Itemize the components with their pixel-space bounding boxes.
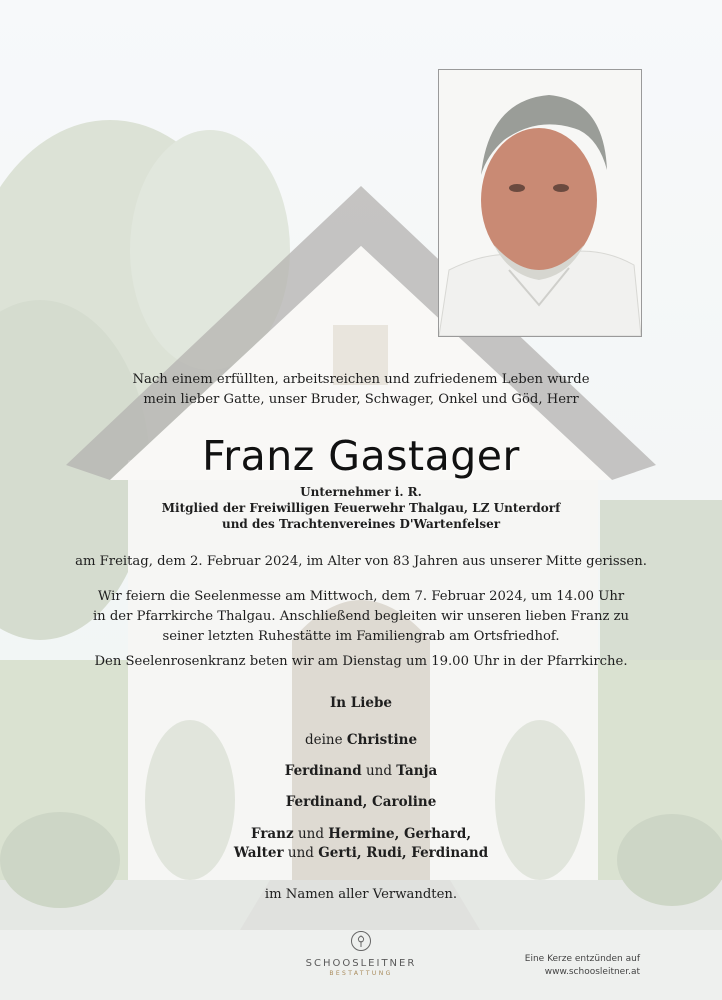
portrait-photo — [438, 69, 642, 337]
rose-icon — [350, 930, 372, 952]
sibling-line — [0, 844, 722, 863]
sibling-name: Franz — [250, 826, 294, 842]
intro-line: Nach einem erfüllten, arbeitsreichen und zufriedenem Leben wurde — [132, 372, 590, 387]
funeral-home-logo — [300, 930, 422, 977]
rosary-line: Den Seelenrosenkranz beten wir am Dienstag um 19.00 Uhr in der Pfarrkirche. — [94, 654, 628, 669]
sibling-partner-name: Hermine, Gerhard, — [328, 826, 472, 842]
child-partner-name: Tanja — [396, 763, 438, 779]
conjunction: und — [297, 826, 324, 842]
role-line: und des Trachtenvereines D'Wartenfelser — [221, 517, 501, 531]
sibling-partner-name: Gerti, Rudi, Ferdinand — [318, 845, 489, 861]
brand-name: SCHOOSLEITNER — [305, 958, 417, 969]
role-line: Unternehmer i. R. — [300, 485, 422, 499]
portrait-illustration — [439, 70, 641, 336]
mass-line: in der Pfarrkirche Thalgau. Anschließend begleiten wir unseren lieben Franz zu — [92, 609, 630, 624]
mourner-grandchildren: Ferdinand, Caroline — [285, 794, 437, 810]
mourners-heading: In Liebe — [329, 695, 393, 711]
intro-line: mein lieber Gatte, unser Bruder, Schwager, Onkel und Göd, Herr — [143, 392, 579, 407]
wife-name: Christine — [346, 732, 418, 748]
candle-link-block[interactable] — [525, 953, 640, 979]
intro-text — [0, 370, 722, 410]
closing-line: im Namen aller Verwandten. — [264, 887, 458, 902]
sibling-name: Walter — [233, 845, 284, 861]
candle-text: Eine Kerze entzünden auf — [524, 954, 640, 964]
child-name: Ferdinand — [284, 763, 362, 779]
mass-line: seiner letzten Ruhestätte im Familiengrab am Ortsfriedhof. — [162, 629, 560, 644]
mourner-siblings — [0, 825, 722, 863]
sibling-line — [0, 825, 722, 844]
death-line: am Freitag, dem 2. Februar 2024, im Alter von 83 Jahren aus unserer Mitte gerissen. — [75, 554, 647, 569]
mass-paragraph — [0, 587, 722, 647]
mourner-children — [0, 762, 722, 781]
conjunction: und — [287, 845, 314, 861]
deceased-name: Franz Gastager — [202, 432, 520, 480]
mass-line: Wir feiern die Seelenmesse am Mittwoch, dem 7. Februar 2024, um 14.00 Uhr — [97, 589, 625, 604]
role-line: Mitglied der Freiwilligen Feuerwehr Thalgau, LZ Unterdorf — [161, 501, 561, 515]
brand-subtitle: BESTATTUNG — [329, 970, 393, 977]
candle-url-link[interactable]: www.schoosleitner.at — [544, 967, 640, 977]
roles-text — [0, 484, 722, 532]
mourner-wife — [0, 731, 722, 750]
wife-prefix: deine — [304, 732, 343, 748]
conjunction: und — [365, 763, 392, 779]
